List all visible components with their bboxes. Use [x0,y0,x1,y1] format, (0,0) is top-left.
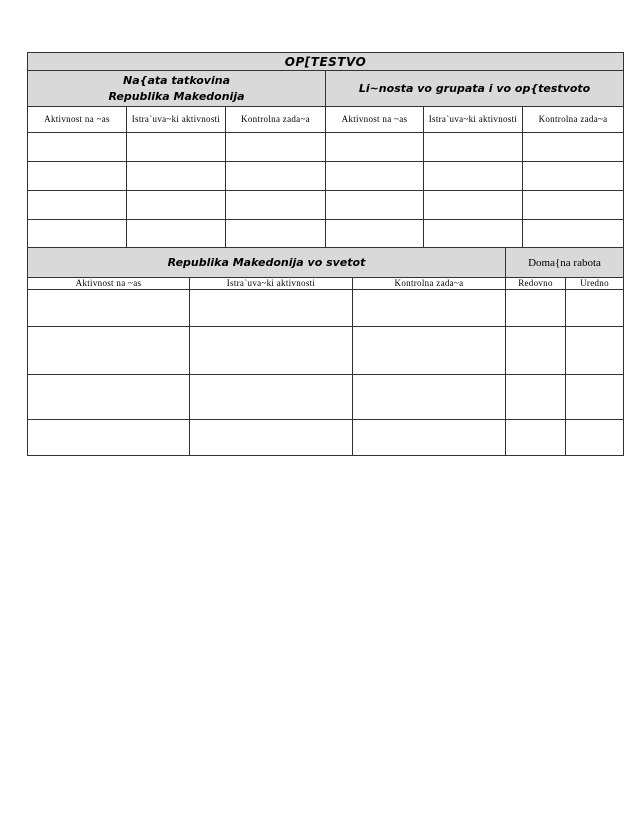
column-header: Istra`uva~ki aktivnosti [127,107,226,133]
entry-cell[interactable] [326,220,424,248]
entry-cell[interactable] [190,327,353,375]
entry-cell[interactable] [28,290,190,327]
entry-cell[interactable] [190,420,353,456]
entry-cell[interactable] [566,375,624,420]
column-header: Uredno [566,278,624,290]
entry-cell[interactable] [506,327,566,375]
section-heading-homeland-line1: Na{ata tatkovina [122,73,230,87]
entry-cell[interactable] [506,375,566,420]
column-header: Aktivnost na ~as [28,278,190,290]
entry-cell[interactable] [326,162,424,191]
entry-cell[interactable] [353,420,506,456]
entry-cell[interactable] [424,162,523,191]
entry-cell[interactable] [28,133,127,162]
entry-cell[interactable] [127,162,226,191]
section-heading-homeland-line2: Republika Makedonija [108,89,245,103]
entry-cell[interactable] [523,220,624,248]
entry-cell[interactable] [506,290,566,327]
entry-cell[interactable] [353,327,506,375]
entry-cell[interactable] [226,220,326,248]
entry-cell[interactable] [127,191,226,220]
column-header: Redovno [506,278,566,290]
section-heading-world: Republika Makedonija vo svetot [28,248,506,278]
column-header: Aktivnost na ~as [28,107,127,133]
column-header: Kontrolna zada~a [523,107,624,133]
section-heading-homeland [28,71,326,107]
entry-cell[interactable] [523,133,624,162]
homework-heading: Doma{na rabota [506,248,624,278]
column-header: Aktivnost na ~as [326,107,424,133]
entry-cell[interactable] [28,191,127,220]
entry-cell[interactable] [127,133,226,162]
table-row [28,420,624,456]
entry-cell[interactable] [424,191,523,220]
entry-cell[interactable] [566,290,624,327]
entry-cell[interactable] [523,162,624,191]
table-row [28,162,624,191]
entry-cell[interactable] [566,327,624,375]
entry-cell[interactable] [506,420,566,456]
entry-cell[interactable] [28,375,190,420]
entry-cell[interactable] [424,133,523,162]
entry-cell[interactable] [28,327,190,375]
entry-cell[interactable] [28,162,127,191]
entry-cell[interactable] [190,375,353,420]
column-header: Istra`uva~ki aktivnosti [424,107,523,133]
entry-cell[interactable] [226,162,326,191]
column-header: Kontrolna zada~a [226,107,326,133]
table-row [28,220,624,248]
entry-cell[interactable] [326,191,424,220]
table-row [28,191,624,220]
section-heading-society: Li~nosta vo grupata i vo op{testvoto [326,71,624,107]
table-row [28,327,624,375]
table-row [28,375,624,420]
entry-cell[interactable] [424,220,523,248]
entry-cell[interactable] [353,375,506,420]
entry-cell[interactable] [190,290,353,327]
entry-cell[interactable] [127,220,226,248]
entry-cell[interactable] [28,420,190,456]
table-row [28,290,624,327]
column-header: Istra`uva~ki aktivnosti [190,278,353,290]
entry-cell[interactable] [326,133,424,162]
table-row [28,133,624,162]
worksheet [27,52,623,456]
column-header: Kontrolna zada~a [353,278,506,290]
entry-cell[interactable] [28,220,127,248]
entry-cell[interactable] [226,191,326,220]
page-title: OP[TESTVO [28,53,624,71]
entry-cell[interactable] [353,290,506,327]
entry-cell[interactable] [566,420,624,456]
entry-cell[interactable] [523,191,624,220]
top-table [27,52,624,248]
bottom-table [27,247,624,456]
entry-cell[interactable] [226,133,326,162]
